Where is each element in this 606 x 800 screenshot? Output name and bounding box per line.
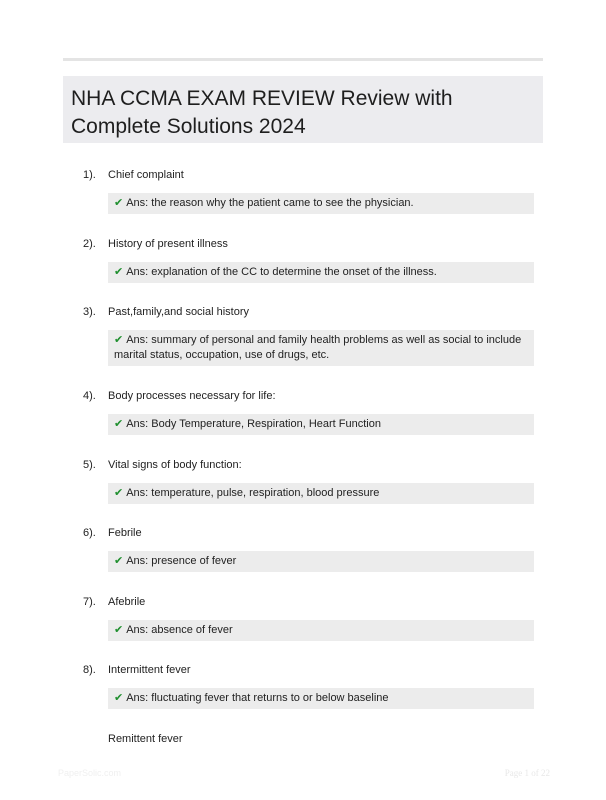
question-number: 5). — [83, 459, 96, 471]
checkmark-icon: ✔ — [114, 692, 124, 704]
answer-box — [108, 262, 534, 283]
checkmark-icon: ✔ — [114, 197, 124, 209]
checkmark-icon: ✔ — [114, 418, 124, 430]
question-text: Febrile — [108, 527, 142, 539]
question-text: Remittent fever — [108, 733, 183, 745]
answer-text: Ans: Body Temperature, Respiration, Heart Function — [126, 418, 381, 430]
question-text: Past,family,and social history — [108, 306, 250, 318]
answer-box — [108, 551, 534, 572]
answer-box — [108, 483, 534, 504]
question-text: Chief complaint — [108, 169, 184, 181]
answer-text: Ans: explanation of the CC to determine the onset of the illness. — [126, 266, 437, 278]
footer-watermark: PaperSolic.com — [58, 768, 122, 778]
title-banner — [63, 76, 543, 143]
checkmark-icon: ✔ — [114, 555, 124, 567]
answer-text: Ans: presence of fever — [126, 555, 237, 567]
question-number: 4). — [83, 390, 96, 402]
question-text: Afebrile — [108, 596, 146, 608]
question-number: 6). — [83, 527, 96, 539]
answer-text: Ans: the reason why the patient came to see the physician. — [126, 197, 414, 209]
question-text: Vital signs of body function: — [108, 459, 242, 471]
answer-box — [108, 414, 534, 435]
question-number: 8). — [83, 664, 96, 676]
question-text: Intermittent fever — [108, 664, 191, 676]
document-title — [71, 85, 535, 141]
question-number: 3). — [83, 306, 96, 318]
answer-box — [108, 688, 534, 709]
question-number: 2). — [83, 238, 96, 250]
page-number: Page 1 of 22 — [504, 768, 550, 778]
top-divider — [63, 58, 543, 61]
checkmark-icon: ✔ — [114, 487, 124, 499]
answer-text-line-1: Ans: summary of personal and family health problems as well as social to include — [126, 334, 522, 346]
answer-box — [108, 330, 534, 366]
answer-text: Ans: fluctuating fever that returns to or below baseline — [126, 692, 389, 704]
answer-text: Ans: absence of fever — [126, 624, 233, 636]
question-number: 1). — [83, 169, 96, 181]
answer-text: Ans: temperature, pulse, respiration, blood pressure — [126, 487, 380, 499]
checkmark-icon: ✔ — [114, 266, 124, 278]
checkmark-icon: ✔ — [114, 334, 124, 346]
title-line-1: NHA CCMA EXAM REVIEW Review with — [71, 87, 453, 110]
answer-text-line-2: marital status, occupation, use of drugs, etc. — [114, 349, 330, 361]
answer-box — [108, 620, 534, 641]
question-number: 7). — [83, 596, 96, 608]
question-text: Body processes necessary for life: — [108, 390, 276, 402]
checkmark-icon: ✔ — [114, 624, 124, 636]
title-line-2: Complete Solutions 2024 — [71, 115, 306, 138]
question-text: History of present illness — [108, 238, 228, 250]
answer-box — [108, 193, 534, 214]
